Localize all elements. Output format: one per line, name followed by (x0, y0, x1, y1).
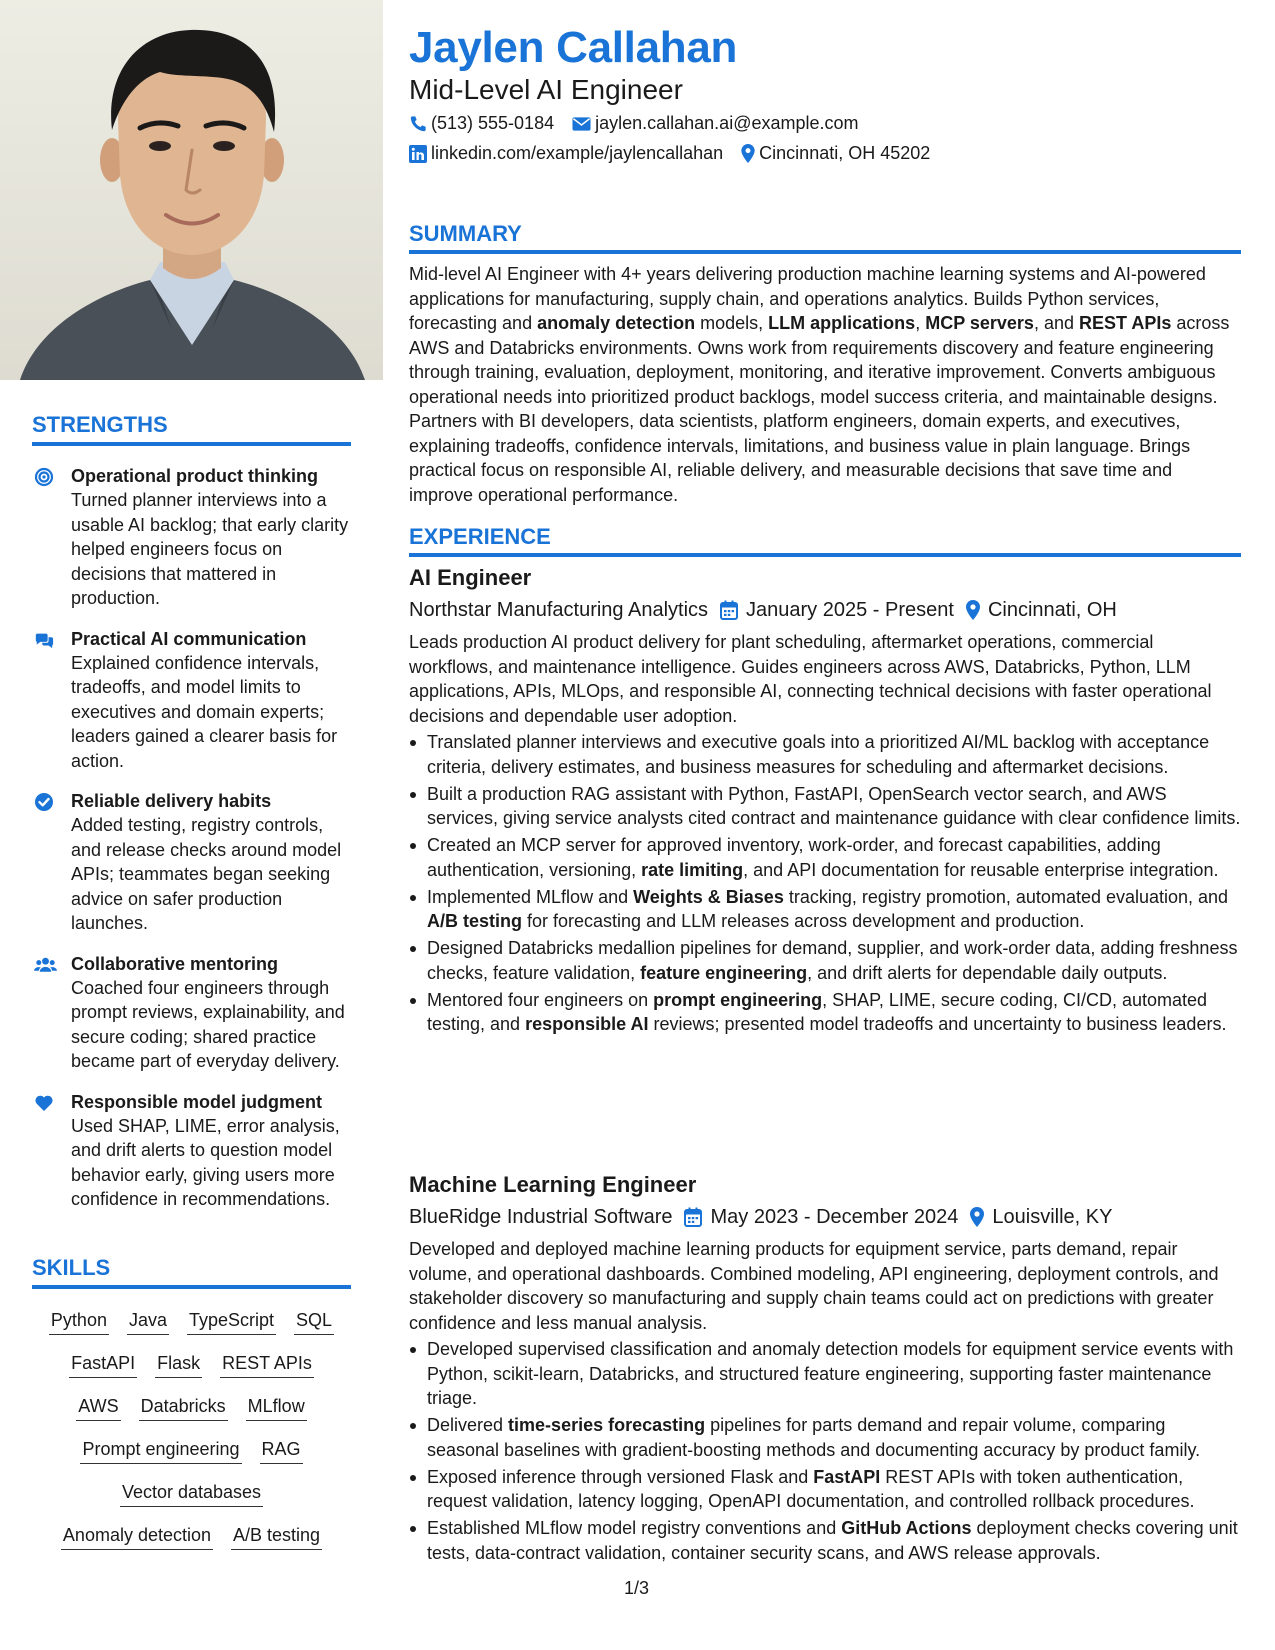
bullet-text: Translated planner interviews and executive goals into a prioritized AI/ML backlog with acceptance criteria, delivery estimates, and business measures for scheduling and aftermarket decisions. (427, 732, 1210, 777)
strength-desc: Used SHAP, LIME, error analysis, and drift alerts to question model behavior early, giving users more confidence in recommendations. (71, 1115, 340, 1209)
bullet-item (409, 1413, 1241, 1462)
skill-tag: Databricks (139, 1395, 228, 1421)
linkedin-icon (409, 145, 427, 163)
strengths-section (32, 412, 351, 1212)
skill-tag: Vector databases (120, 1481, 263, 1507)
job-location: Cincinnati, OH (987, 599, 1117, 621)
bullet-text: pipelines for parts demand and repair volume, comparing seasonal baselines with gradient-boosting methods and documenting accuracy by product family. (427, 1415, 1201, 1460)
heart-icon (34, 1093, 54, 1113)
skill-tag: FastAPI (69, 1352, 137, 1378)
users-icon (34, 955, 57, 975)
calendar-icon (684, 1207, 702, 1227)
strength-item (32, 627, 351, 774)
bullet-bold: rate limiting (641, 859, 744, 880)
bullet-text: tracking, registry promotion, automated evaluation, and (783, 886, 1229, 907)
bullet-text: Exposed inference through versioned Flask and (427, 1466, 814, 1487)
summary-part: models, (695, 313, 769, 333)
job-entry (409, 564, 1241, 1039)
skill-tag: RAG (260, 1438, 303, 1464)
bullet-text: reviews; presented model tradeoffs and uncertainty to business leaders. (648, 1014, 1227, 1034)
strengths-heading: STRENGTHS (32, 412, 351, 446)
location-contact (741, 143, 930, 164)
strength-item (32, 952, 351, 1074)
check-circle-icon (34, 792, 54, 812)
bullet-text: Developed supervised classification and anomaly detection models for equipment service events with Python, scikit-learn, Databricks, and structured feature engineering, supporting faster maintenance triage. (427, 1339, 1234, 1408)
bullet-item (409, 730, 1241, 779)
skill-tag: A/B testing (231, 1524, 322, 1550)
bullet-bold: time-series forecasting (508, 1415, 706, 1435)
summary-bold: anomaly detection (537, 313, 696, 333)
skills-section (32, 1255, 351, 1550)
summary-part: , and (1033, 313, 1079, 333)
bullet-item (409, 782, 1241, 831)
strength-title: Operational product thinking (71, 466, 318, 486)
bullet-text: Designed Databricks medallion pipelines for demand, supplier, and work-order data, adding freshness checks, feature validation, (427, 938, 1238, 983)
job-meta (409, 596, 1241, 624)
bullet-text: , and drift alerts for dependable daily outputs. (807, 962, 1168, 983)
summary-text (409, 262, 1241, 507)
bullet-text: Created an MCP server for approved inventory, work-order, and forecast capabilities, adding authentication, versioning, (427, 835, 1161, 880)
summary-heading: SUMMARY (409, 221, 1241, 254)
job-company: Northstar Manufacturing Analytics (409, 599, 709, 621)
email-text: jaylen.callahan.ai@example.com (595, 113, 859, 133)
bullet-bold: GitHub Actions (841, 1518, 972, 1538)
bullet-item (409, 988, 1241, 1037)
job-entry (409, 1171, 1241, 1568)
bullet-text: Mentored four engineers on (427, 989, 654, 1010)
bullet-bold: Weights & Biases (633, 886, 784, 907)
contact-row-1 (409, 113, 877, 134)
bullet-bold: feature engineering (640, 962, 808, 983)
bullet-text: Established MLflow model registry conventions and (427, 1518, 842, 1538)
job-company: BlueRidge Industrial Software (409, 1206, 673, 1228)
skill-tag: AWS (76, 1395, 120, 1421)
bullet-item (409, 936, 1241, 985)
bullet-item (409, 1516, 1241, 1565)
bullet-text: Built a production RAG assistant with Python, FastAPI, OpenSearch vector search, and AWS services, giving service analysts cited contract and maintenance guidance with clear confidence limits. (427, 783, 1241, 828)
job-dates: May 2023 - December 2024 (710, 1206, 959, 1228)
phone-icon (409, 115, 427, 133)
linkedin-contact[interactable] (409, 143, 723, 164)
summary-part: , (915, 313, 926, 333)
skills-heading: SKILLS (32, 1255, 351, 1289)
bullet-bold: FastAPI (813, 1466, 881, 1487)
target-icon (34, 467, 54, 487)
summary-part: Mid-level AI Engineer with 4+ years delivering production machine learning systems and AI-powered applications for manufacturing, supply chain, and operations analytics. Builds Python services, forecasting and (409, 264, 1206, 333)
skill-tag: SQL (294, 1309, 334, 1335)
strength-item (32, 1090, 351, 1212)
linkedin-text: linkedin.com/example/jaylencallahan (431, 143, 724, 163)
summary-bold: MCP servers (925, 313, 1034, 333)
job-description: Leads production AI product delivery for plant scheduling, aftermarket operations, commercial workflows, and maintenance intelligence. Guides engineers across AWS, Databricks, Python, LLM applications, APIs, MLOps, and responsible AI, connecting technical decisions with faster operational decisions and dependable user adoption. (409, 632, 1212, 726)
bullet-text: , and API documentation for reusable enterprise integration. (743, 859, 1219, 880)
bullet-item (409, 1337, 1241, 1411)
portrait-illustration (0, 0, 383, 380)
chat-bubbles-icon (34, 630, 54, 650)
bullet-bold: responsible AI (525, 1014, 649, 1034)
skill-tag: Java (127, 1309, 169, 1335)
envelope-icon (572, 116, 591, 132)
bullet-bold: A/B testing (427, 911, 523, 931)
strength-item (32, 789, 351, 936)
skill-tag: Anomaly detection (61, 1524, 213, 1550)
skill-tag: Python (49, 1309, 109, 1335)
skills-list (32, 1309, 351, 1550)
experience-heading: EXPERIENCE (409, 524, 1241, 557)
job-meta (409, 1203, 1241, 1231)
candidate-role: Mid-Level AI Engineer (409, 74, 683, 105)
bullet-text: , SHAP, LIME, secure coding, CI/CD, automated testing, and (427, 989, 1208, 1034)
bullet-text: Delivered (427, 1415, 509, 1435)
summary-part: across AWS and Databricks environments. Owns work from requirements discovery and feature engineering through training, evaluation, deployment, monitoring, and iterative improvement. Converts ambiguous operational needs into prioritized product backlogs, model success criteria, and maintainable designs. Partners with BI developers, data scientists, platform engineers, domain experts, and executives, explaining tradeoffs, confidence intervals, limitations, and business value in plain language. Brings practical focus on responsible AI, reliable delivery, and measurable decisions that save time and improve operational performance. (409, 313, 1230, 505)
calendar-icon (720, 600, 738, 620)
location-text: Cincinnati, OH 45202 (759, 143, 931, 163)
map-pin-icon (741, 144, 755, 163)
candidate-name: Jaylen Callahan (409, 23, 738, 72)
strength-title: Responsible model judgment (71, 1091, 323, 1112)
phone-text: (513) 555-0184 (431, 113, 555, 133)
bullet-text: deployment checks covering unit tests, data-contract validation, container security scans, and AWS release approvals. (427, 1518, 1238, 1563)
strength-item (32, 464, 351, 611)
bullet-item (409, 885, 1241, 934)
strength-desc: Coached four engineers through prompt reviews, explainability, and secure coding; shared practice became part of everyday delivery. (71, 977, 345, 1071)
contact-row-2 (409, 143, 948, 164)
strength-desc: Explained confidence intervals, tradeoffs, and model limits to executives and domain experts; leaders gained a clearer basis for action. (71, 652, 338, 771)
skill-tag: TypeScript (187, 1309, 276, 1335)
job-title: AI Engineer (409, 565, 532, 590)
phone-contact[interactable] (409, 113, 554, 134)
profile-photo (0, 0, 383, 380)
map-pin-icon (970, 1207, 984, 1227)
strength-title: Practical AI communication (71, 628, 307, 649)
strength-desc: Turned planner interviews into a usable AI backlog; that early clarity helped engineers focus on decisions that mattered in production. (71, 490, 349, 608)
summary-bold: LLM applications (768, 313, 916, 333)
skill-tag: REST APIs (220, 1352, 314, 1378)
map-pin-icon (966, 600, 980, 620)
sidebar (0, 0, 383, 1650)
job-title: Machine Learning Engineer (409, 1172, 697, 1197)
bullet-bold: prompt engineering (653, 989, 823, 1010)
strength-title: Collaborative mentoring (71, 953, 279, 974)
page-number: 1/3 (624, 1578, 650, 1598)
bullet-item (409, 1465, 1241, 1514)
email-contact[interactable] (572, 113, 858, 134)
job-description: Developed and deployed machine learning products for equipment service, parts demand, repair volume, and operational dashboards. Combined modeling, API engineering, deployment controls, and stakeholder discovery so manufacturing and supply chain teams could act on predictions with greater confidence and less manual analysis. (409, 1239, 1219, 1333)
summary-bold: REST APIs (1079, 313, 1172, 333)
job-bullets (409, 1337, 1241, 1565)
strength-desc: Added testing, registry controls, and release checks around model APIs; teammates began seeking advice on safer production launches. (71, 815, 342, 933)
job-bullets (409, 730, 1241, 1037)
skill-tag: MLflow (246, 1395, 307, 1421)
job-location: Louisville, KY (992, 1206, 1113, 1228)
bullet-text: Implemented MLflow and (427, 886, 634, 907)
strength-title: Reliable delivery habits (71, 791, 272, 811)
skill-tag: Prompt engineering (80, 1438, 241, 1464)
bullet-item (409, 833, 1241, 882)
bullet-text: for forecasting and LLM releases across development and production. (522, 911, 1085, 931)
job-dates: January 2025 - Present (746, 599, 954, 621)
bullet-text: REST APIs with token authentication, request validation, latency logging, OpenAPI documentation, and controlled rollback procedures. (427, 1466, 1195, 1511)
skill-tag: Flask (155, 1352, 202, 1378)
